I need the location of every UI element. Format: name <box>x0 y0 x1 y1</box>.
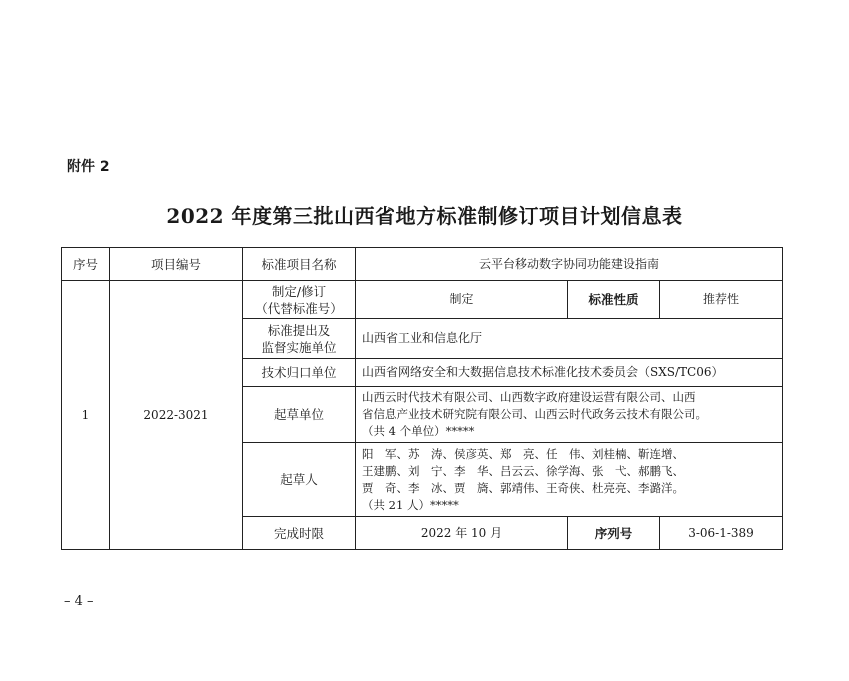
drafter-label: 起草人 <box>243 443 356 517</box>
tech-value: 山西省网络安全和大数据信息技术标准化技术委员会（SXS/TC06） <box>356 359 783 387</box>
proposer-label-line-1: 标准提出及 <box>267 322 331 338</box>
project-no-header: 项目编号 <box>110 248 243 281</box>
deadline-label: 完成时限 <box>243 517 356 550</box>
deadline-value: 2022 年 10 月 <box>356 517 568 550</box>
nature-value: 推荐性 <box>660 281 783 319</box>
revise-label-line-1: 制定/修订 <box>271 283 327 299</box>
tech-label: 技术归口单位 <box>243 359 356 387</box>
drafter-line-1: 阳 军、苏 涛、侯彦英、郑 亮、任 伟、刘桂楠、靳连增、 <box>362 446 684 461</box>
drafter-line-3: 贾 奇、李 冰、贾 旖、郭靖伟、王奇侠、杜亮亮、李潞洋。 <box>362 480 684 495</box>
drafter-line-4: （共 21 人）***** <box>362 497 459 512</box>
drafter-unit-label: 起草单位 <box>243 387 356 443</box>
attachment-label: 附件 2 <box>67 159 110 175</box>
page-number: – 4 – <box>64 594 94 609</box>
drafter-value <box>356 443 783 517</box>
header-row <box>62 248 783 281</box>
drafter-line-2: 王建鹏、刘 宁、李 华、吕云云、徐学海、张 弋、郝鹏飞、 <box>362 463 684 478</box>
serial-label: 序列号 <box>568 517 660 550</box>
project-name-label: 标准项目名称 <box>243 248 356 281</box>
project-no-value: 2022-3021 <box>110 281 243 550</box>
serial-value: 3-06-1-389 <box>660 517 783 550</box>
drafter-unit-line-3: （共 4 个单位）***** <box>362 424 475 438</box>
nature-label: 标准性质 <box>568 281 660 319</box>
revise-label-line-2: （代替标准号） <box>255 300 343 316</box>
drafter-unit-value <box>356 387 783 443</box>
seq-header: 序号 <box>62 248 110 281</box>
revise-row <box>62 281 783 319</box>
drafter-unit-line-1: 山西云时代技术有限公司、山西数字政府建设运营有限公司、山西 <box>362 390 696 404</box>
revise-value: 制定 <box>356 281 568 319</box>
proposer-value: 山西省工业和信息化厅 <box>356 319 783 359</box>
proposer-label <box>243 319 356 359</box>
proposer-label-line-2: 监督实施单位 <box>261 339 337 355</box>
project-name-value: 云平台移动数字协同功能建设指南 <box>356 248 783 281</box>
project-info-table <box>61 247 783 550</box>
drafter-unit-line-2: 省信息产业技术研究院有限公司、山西云时代政务云技术有限公司。 <box>362 407 707 421</box>
seq-value: 1 <box>62 281 110 550</box>
revise-label <box>243 281 356 319</box>
document-title: 2022 年度第三批山西省地方标准制修订项目计划信息表 <box>166 204 683 228</box>
